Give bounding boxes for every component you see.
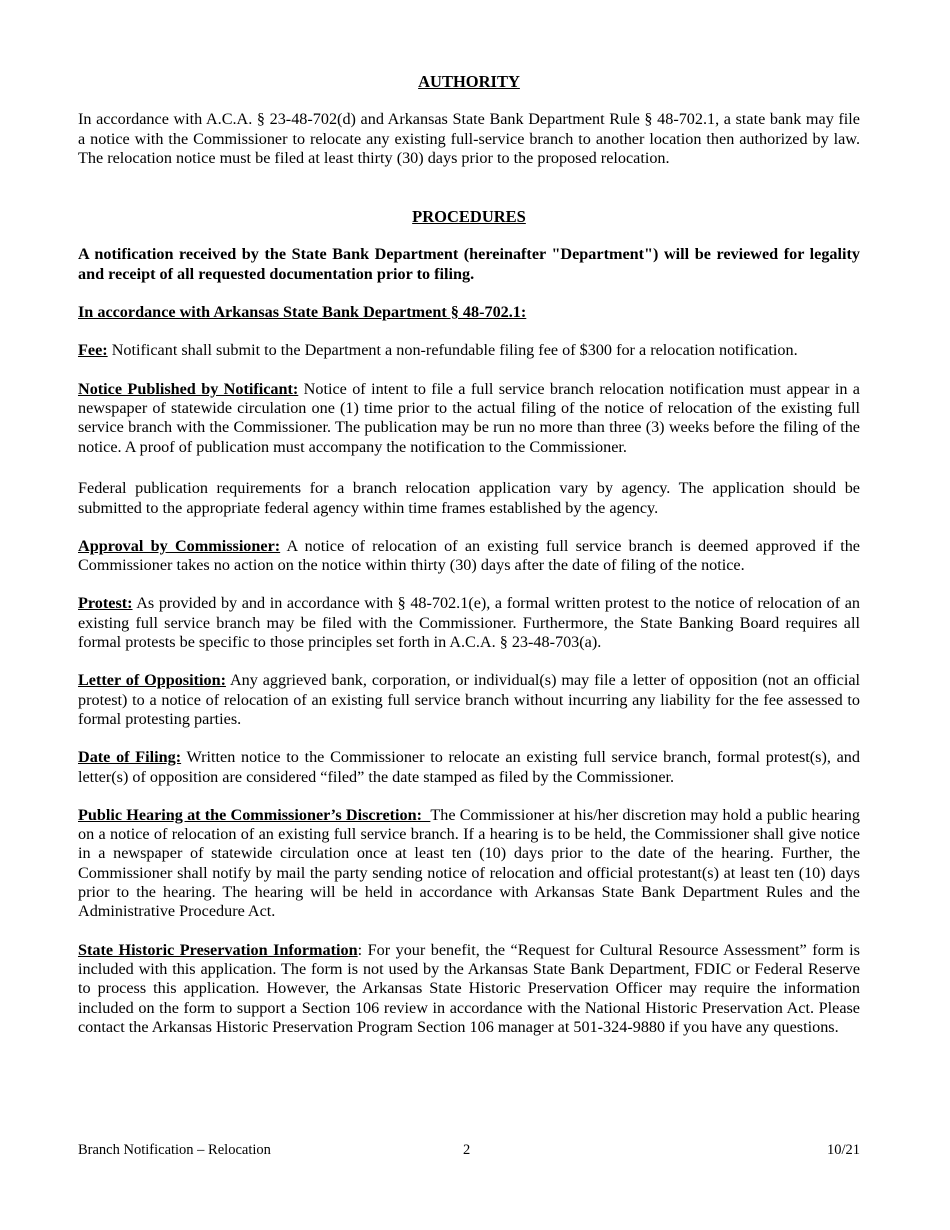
filing-label: Date of Filing: <box>78 748 182 767</box>
authority-paragraph: In accordance with A.C.A. § 23-48-702(d) and Arkansas State Bank Department Rule § 48-702.1, a state bank may file a notice with the Commissioner to relocate any existing full-service branch to another location then authorized by law. The relocation notice must be filed at least thirty (30) days prior to the proposed relocation. <box>78 110 860 167</box>
filing-paragraph <box>78 748 860 787</box>
fee-paragraph <box>78 341 860 360</box>
protest-paragraph <box>78 594 860 652</box>
procedures-heading: PROCEDURES <box>412 207 526 227</box>
approval-paragraph <box>78 537 860 576</box>
approval-label: Approval by Commissioner: <box>78 536 281 555</box>
federal-paragraph: Federal publication requirements for a branch relocation application vary by agency. The application should be submitted to the appropriate federal agency within time frames established by the agency. <box>78 478 860 517</box>
authority-heading: AUTHORITY <box>418 72 520 91</box>
historic-text: : For your benefit, the “Request for Cultural Resource Assessment” form is included with this application. The form is not used by the Arkansas State Bank Department, FDIC or Federal Reserve to process this application. However, the Arkansas State Historic Preservation Officer may require the information included on the form to support a Section 106 review in accordance with the National Historic Preservation Act. Please contact the Arkansas Historic Preservation Program Section 106 manager at 501-324-9880 if you have any questions. <box>78 940 860 1036</box>
hearing-text: The Commissioner at his/her discretion may hold a public hearing on a notice of relocation of an existing full service branch. If a hearing is to be held, the Commissioner shall give notice in a newspaper of statewide circulation once at least ten (10) days prior to the date of the hearing. Further, the Commissioner shall notify by mail the party sending notice of relocation and official protestant(s) at least ten (10) days prior to the hearing. The hearing will be held in accordance with Arkansas State Bank Department Rules and the Administrative Procedure Act. <box>78 805 860 921</box>
opposition-paragraph <box>78 671 860 729</box>
procedures-intro: A notification received by the State Bank Department (hereinafter "Department") will be reviewed for legality and receipt of all requested documentation prior to filing. <box>78 245 860 283</box>
footer-date: 10/21 <box>826 1142 860 1158</box>
protest-label: Protest: <box>78 594 133 613</box>
filing-text: Written notice to the Commissioner to relocate an existing full service branch, formal protest(s), and letter(s) of opposition are considered “filed” the date stamped as filed by the Commissioner. <box>78 748 860 786</box>
approval-text: A notice of relocation of an existing full service branch is deemed approved if the Commissioner takes no action on the notice within thirty (30) days after the date of filing of the notice. <box>78 536 860 575</box>
hearing-paragraph <box>78 806 860 922</box>
historic-label: State Historic Preservation Information <box>78 940 358 959</box>
hearing-label: Public Hearing at the Commissioner’s Discretion: <box>78 805 431 824</box>
opposition-text: Any aggrieved bank, corporation, or individual(s) may file a letter of opposition (not an official protest) to a notice of relocation of an existing full service branch without incurring any liability for the fee assessed to formal protesting parties. <box>78 671 860 728</box>
accordance-heading: In accordance with Arkansas State Bank Department § 48-702.1: <box>78 303 527 322</box>
page-number: 2 <box>463 1142 471 1158</box>
protest-text: As provided by and in accordance with § 48-702.1(e), a formal written protest to the notice of relocation of an existing full service branch may be filed with the Commissioner. Furthermore, the State Banking Board requires all formal protests be specific to those principles set forth in A.C.A. § 23-48-703(a). <box>78 594 860 652</box>
fee-text: Notificant shall submit to the Department a non-refundable filing fee of $300 for a relocation notification. <box>107 341 798 360</box>
notice-label: Notice Published by Notificant: <box>78 379 299 398</box>
historic-paragraph <box>78 941 860 1037</box>
fee-label: Fee: <box>78 341 108 360</box>
footer-title: Branch Notification – Relocation <box>78 1142 271 1158</box>
document-page <box>78 72 860 1037</box>
opposition-label: Letter of Opposition: <box>78 671 226 690</box>
notice-paragraph <box>78 380 860 457</box>
notice-text: Notice of intent to file a full service branch relocation notification must appear in a newspaper of statewide circulation one (1) time prior to the actual filing of the notice of relocation of the existing full service branch with the Commissioner. The publication may be run no more than three (3) weeks before the filing of the notice. A proof of publication must accompany the notification to the Commissioner. <box>78 379 860 456</box>
